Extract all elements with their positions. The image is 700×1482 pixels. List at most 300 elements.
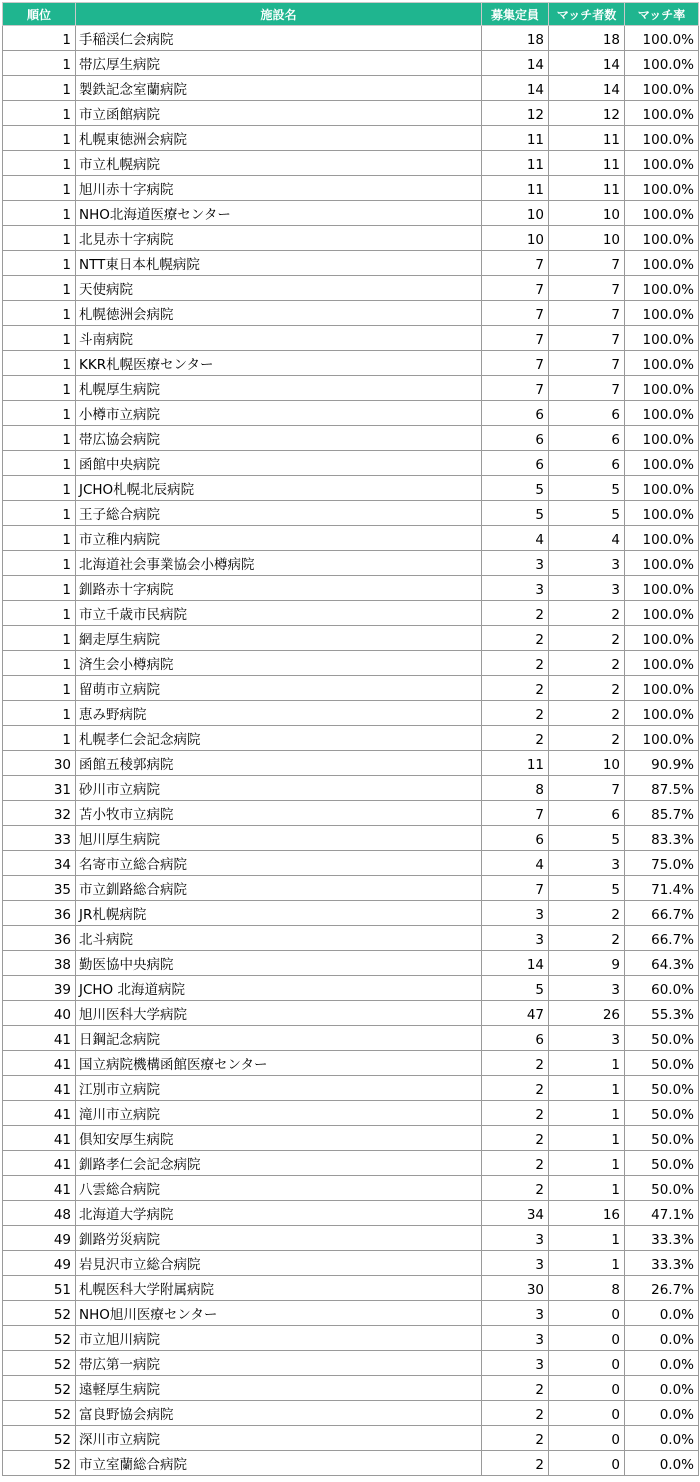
table-row [3, 376, 699, 401]
cell-facility-name: 帯広第一病院 [76, 1351, 482, 1376]
cell-rank: 38 [3, 951, 76, 976]
cell-match-rate: 100.0% [625, 401, 699, 426]
cell-matched: 7 [549, 351, 625, 376]
cell-facility-name: 市立千歳市民病院 [76, 601, 482, 626]
table-row [3, 751, 699, 776]
cell-matched: 7 [549, 301, 625, 326]
cell-rank: 36 [3, 926, 76, 951]
cell-facility-name: 函館五稜郭病院 [76, 751, 482, 776]
cell-capacity: 7 [482, 251, 549, 276]
cell-facility-name: 岩見沢市立総合病院 [76, 1251, 482, 1276]
cell-match-rate: 0.0% [625, 1326, 699, 1351]
cell-rank: 40 [3, 1001, 76, 1026]
table-row [3, 76, 699, 101]
cell-rank: 1 [3, 501, 76, 526]
cell-match-rate: 50.0% [625, 1076, 699, 1101]
table-row [3, 926, 699, 951]
cell-facility-name: 砂川市立病院 [76, 776, 482, 801]
cell-match-rate: 100.0% [625, 626, 699, 651]
cell-capacity: 6 [482, 451, 549, 476]
cell-matched: 1 [549, 1226, 625, 1251]
cell-match-rate: 100.0% [625, 51, 699, 76]
cell-match-rate: 100.0% [625, 601, 699, 626]
cell-rank: 52 [3, 1326, 76, 1351]
cell-matched: 14 [549, 51, 625, 76]
table-row [3, 951, 699, 976]
cell-match-rate: 85.7% [625, 801, 699, 826]
cell-facility-name: 王子総合病院 [76, 501, 482, 526]
cell-matched: 2 [549, 701, 625, 726]
cell-matched: 6 [549, 401, 625, 426]
cell-facility-name: 旭川赤十字病院 [76, 176, 482, 201]
cell-matched: 14 [549, 76, 625, 101]
cell-match-rate: 47.1% [625, 1201, 699, 1226]
table-row [3, 1151, 699, 1176]
cell-match-rate: 0.0% [625, 1401, 699, 1426]
cell-rank: 1 [3, 51, 76, 76]
table-row [3, 401, 699, 426]
cell-match-rate: 100.0% [625, 426, 699, 451]
table-row [3, 1176, 699, 1201]
cell-matched: 0 [549, 1426, 625, 1451]
table-row [3, 726, 699, 751]
cell-capacity: 4 [482, 526, 549, 551]
cell-rank: 1 [3, 401, 76, 426]
cell-matched: 6 [549, 451, 625, 476]
cell-capacity: 2 [482, 1151, 549, 1176]
cell-capacity: 7 [482, 301, 549, 326]
cell-matched: 0 [549, 1301, 625, 1326]
cell-facility-name: 網走厚生病院 [76, 626, 482, 651]
cell-matched: 7 [549, 376, 625, 401]
cell-rank: 52 [3, 1351, 76, 1376]
cell-capacity: 2 [482, 1426, 549, 1451]
cell-matched: 4 [549, 526, 625, 551]
table-row [3, 51, 699, 76]
table-row [3, 1451, 699, 1476]
cell-capacity: 12 [482, 101, 549, 126]
table-row [3, 1026, 699, 1051]
header-matched: マッチ者数 [549, 3, 625, 26]
cell-capacity: 2 [482, 1401, 549, 1426]
table-row [3, 701, 699, 726]
table-row [3, 151, 699, 176]
cell-matched: 10 [549, 226, 625, 251]
table-row [3, 1351, 699, 1376]
cell-match-rate: 75.0% [625, 851, 699, 876]
cell-match-rate: 64.3% [625, 951, 699, 976]
cell-facility-name: NTT東日本札幌病院 [76, 251, 482, 276]
cell-facility-name: 札幌厚生病院 [76, 376, 482, 401]
cell-capacity: 2 [482, 1051, 549, 1076]
cell-rank: 41 [3, 1076, 76, 1101]
cell-match-rate: 100.0% [625, 676, 699, 701]
cell-capacity: 7 [482, 876, 549, 901]
cell-match-rate: 100.0% [625, 276, 699, 301]
table-row [3, 1101, 699, 1126]
cell-match-rate: 100.0% [625, 101, 699, 126]
cell-capacity: 10 [482, 201, 549, 226]
cell-facility-name: 手稲渓仁会病院 [76, 26, 482, 51]
cell-rank: 1 [3, 676, 76, 701]
cell-match-rate: 100.0% [625, 76, 699, 101]
cell-facility-name: JR札幌病院 [76, 901, 482, 926]
table-row [3, 176, 699, 201]
cell-matched: 2 [549, 901, 625, 926]
table-row [3, 1201, 699, 1226]
cell-capacity: 3 [482, 1301, 549, 1326]
cell-matched: 0 [549, 1351, 625, 1376]
cell-facility-name: 市立室蘭総合病院 [76, 1451, 482, 1476]
cell-capacity: 5 [482, 501, 549, 526]
header-match-rate: マッチ率 [625, 3, 699, 26]
cell-match-rate: 90.9% [625, 751, 699, 776]
table-row [3, 426, 699, 451]
table-row [3, 26, 699, 51]
cell-capacity: 3 [482, 1326, 549, 1351]
table-row [3, 501, 699, 526]
cell-matched: 9 [549, 951, 625, 976]
table-row [3, 1126, 699, 1151]
header-row [3, 3, 699, 26]
cell-match-rate: 100.0% [625, 476, 699, 501]
cell-capacity: 3 [482, 1226, 549, 1251]
cell-match-rate: 100.0% [625, 301, 699, 326]
cell-rank: 1 [3, 26, 76, 51]
table-row [3, 676, 699, 701]
cell-facility-name: 帯広協会病院 [76, 426, 482, 451]
cell-rank: 1 [3, 176, 76, 201]
table-row [3, 226, 699, 251]
cell-matched: 2 [549, 926, 625, 951]
cell-matched: 5 [549, 501, 625, 526]
cell-facility-name: 斗南病院 [76, 326, 482, 351]
cell-matched: 7 [549, 276, 625, 301]
cell-facility-name: KKR札幌医療センター [76, 351, 482, 376]
cell-rank: 52 [3, 1451, 76, 1476]
cell-capacity: 3 [482, 1351, 549, 1376]
cell-matched: 1 [549, 1151, 625, 1176]
cell-facility-name: 名寄市立総合病院 [76, 851, 482, 876]
cell-rank: 41 [3, 1051, 76, 1076]
cell-facility-name: 市立函館病院 [76, 101, 482, 126]
cell-rank: 41 [3, 1176, 76, 1201]
cell-capacity: 11 [482, 151, 549, 176]
cell-rank: 39 [3, 976, 76, 1001]
cell-rank: 1 [3, 701, 76, 726]
cell-match-rate: 60.0% [625, 976, 699, 1001]
cell-rank: 35 [3, 876, 76, 901]
cell-rank: 31 [3, 776, 76, 801]
cell-matched: 1 [549, 1126, 625, 1151]
table-row [3, 826, 699, 851]
cell-facility-name: 市立稚内病院 [76, 526, 482, 551]
cell-rank: 1 [3, 651, 76, 676]
cell-rank: 1 [3, 76, 76, 101]
cell-match-rate: 0.0% [625, 1351, 699, 1376]
header-facility-name: 施設名 [76, 3, 482, 26]
cell-match-rate: 0.0% [625, 1301, 699, 1326]
cell-capacity: 2 [482, 1451, 549, 1476]
table-row [3, 776, 699, 801]
cell-rank: 41 [3, 1151, 76, 1176]
cell-match-rate: 33.3% [625, 1226, 699, 1251]
cell-rank: 52 [3, 1426, 76, 1451]
cell-capacity: 2 [482, 1176, 549, 1201]
cell-matched: 0 [549, 1376, 625, 1401]
cell-rank: 30 [3, 751, 76, 776]
cell-match-rate: 50.0% [625, 1176, 699, 1201]
table-row [3, 476, 699, 501]
cell-rank: 1 [3, 526, 76, 551]
cell-match-rate: 100.0% [625, 151, 699, 176]
cell-rank: 33 [3, 826, 76, 851]
cell-capacity: 11 [482, 126, 549, 151]
table-row [3, 1401, 699, 1426]
cell-matched: 11 [549, 151, 625, 176]
cell-facility-name: 富良野協会病院 [76, 1401, 482, 1426]
cell-facility-name: JCHO 北海道病院 [76, 976, 482, 1001]
cell-capacity: 2 [482, 701, 549, 726]
table-row [3, 1251, 699, 1276]
cell-capacity: 6 [482, 1026, 549, 1051]
cell-match-rate: 71.4% [625, 876, 699, 901]
cell-match-rate: 50.0% [625, 1151, 699, 1176]
table-row [3, 551, 699, 576]
cell-rank: 1 [3, 726, 76, 751]
cell-rank: 1 [3, 101, 76, 126]
table-row [3, 1301, 699, 1326]
cell-facility-name: 済生会小樽病院 [76, 651, 482, 676]
cell-capacity: 14 [482, 51, 549, 76]
table-row [3, 326, 699, 351]
cell-match-rate: 50.0% [625, 1101, 699, 1126]
cell-rank: 32 [3, 801, 76, 826]
cell-capacity: 2 [482, 726, 549, 751]
cell-capacity: 6 [482, 826, 549, 851]
cell-match-rate: 100.0% [625, 251, 699, 276]
cell-matched: 26 [549, 1001, 625, 1026]
cell-matched: 3 [549, 576, 625, 601]
cell-rank: 41 [3, 1126, 76, 1151]
cell-matched: 3 [549, 551, 625, 576]
cell-facility-name: NHO北海道医療センター [76, 201, 482, 226]
cell-capacity: 47 [482, 1001, 549, 1026]
cell-match-rate: 26.7% [625, 1276, 699, 1301]
table-row [3, 1001, 699, 1026]
table-row [3, 201, 699, 226]
table-row [3, 101, 699, 126]
cell-matched: 5 [549, 826, 625, 851]
cell-facility-name: 札幌東徳洲会病院 [76, 126, 482, 151]
cell-rank: 52 [3, 1301, 76, 1326]
cell-match-rate: 100.0% [625, 576, 699, 601]
cell-capacity: 18 [482, 26, 549, 51]
cell-capacity: 2 [482, 1076, 549, 1101]
cell-rank: 1 [3, 326, 76, 351]
cell-matched: 1 [549, 1251, 625, 1276]
matching-results-table [2, 2, 699, 1476]
cell-capacity: 14 [482, 76, 549, 101]
cell-match-rate: 100.0% [625, 26, 699, 51]
cell-matched: 2 [549, 676, 625, 701]
table-row [3, 851, 699, 876]
table-row [3, 626, 699, 651]
cell-facility-name: 勤医協中央病院 [76, 951, 482, 976]
table-body [3, 26, 699, 1476]
cell-rank: 1 [3, 626, 76, 651]
cell-matched: 2 [549, 626, 625, 651]
cell-match-rate: 100.0% [625, 201, 699, 226]
cell-capacity: 11 [482, 751, 549, 776]
cell-capacity: 3 [482, 1251, 549, 1276]
cell-matched: 7 [549, 776, 625, 801]
cell-matched: 10 [549, 751, 625, 776]
cell-capacity: 10 [482, 226, 549, 251]
cell-matched: 11 [549, 176, 625, 201]
cell-facility-name: 釧路孝仁会記念病院 [76, 1151, 482, 1176]
cell-capacity: 2 [482, 626, 549, 651]
cell-matched: 10 [549, 201, 625, 226]
cell-match-rate: 66.7% [625, 926, 699, 951]
table-row [3, 1051, 699, 1076]
cell-facility-name: 北海道大学病院 [76, 1201, 482, 1226]
cell-match-rate: 100.0% [625, 176, 699, 201]
header-rank: 順位 [3, 3, 76, 26]
cell-rank: 52 [3, 1376, 76, 1401]
cell-rank: 1 [3, 576, 76, 601]
cell-rank: 1 [3, 301, 76, 326]
cell-facility-name: 深川市立病院 [76, 1426, 482, 1451]
table-row [3, 801, 699, 826]
cell-rank: 1 [3, 226, 76, 251]
cell-matched: 7 [549, 251, 625, 276]
cell-rank: 41 [3, 1026, 76, 1051]
cell-match-rate: 0.0% [625, 1426, 699, 1451]
cell-matched: 12 [549, 101, 625, 126]
cell-facility-name: 天使病院 [76, 276, 482, 301]
cell-rank: 49 [3, 1226, 76, 1251]
cell-match-rate: 0.0% [625, 1451, 699, 1476]
cell-match-rate: 50.0% [625, 1051, 699, 1076]
table-row [3, 1326, 699, 1351]
cell-capacity: 11 [482, 176, 549, 201]
cell-match-rate: 50.0% [625, 1126, 699, 1151]
cell-facility-name: 北斗病院 [76, 926, 482, 951]
cell-capacity: 8 [482, 776, 549, 801]
header-capacity: 募集定員 [482, 3, 549, 26]
cell-capacity: 6 [482, 426, 549, 451]
table-row [3, 526, 699, 551]
cell-facility-name: 函館中央病院 [76, 451, 482, 476]
cell-rank: 41 [3, 1101, 76, 1126]
table-row [3, 1076, 699, 1101]
cell-facility-name: 札幌徳洲会病院 [76, 301, 482, 326]
cell-rank: 1 [3, 201, 76, 226]
cell-facility-name: 倶知安厚生病院 [76, 1126, 482, 1151]
cell-rank: 1 [3, 426, 76, 451]
cell-match-rate: 100.0% [625, 451, 699, 476]
table-row [3, 1276, 699, 1301]
cell-match-rate: 87.5% [625, 776, 699, 801]
table-row [3, 1426, 699, 1451]
cell-facility-name: 恵み野病院 [76, 701, 482, 726]
table-row [3, 976, 699, 1001]
cell-facility-name: 小樽市立病院 [76, 401, 482, 426]
table-row [3, 276, 699, 301]
cell-matched: 3 [549, 851, 625, 876]
cell-facility-name: 苫小牧市立病院 [76, 801, 482, 826]
cell-matched: 1 [549, 1051, 625, 1076]
cell-capacity: 5 [482, 476, 549, 501]
cell-capacity: 34 [482, 1201, 549, 1226]
cell-facility-name: 国立病院機構函館医療センター [76, 1051, 482, 1076]
cell-capacity: 14 [482, 951, 549, 976]
cell-match-rate: 0.0% [625, 1376, 699, 1401]
cell-facility-name: 市立釧路総合病院 [76, 876, 482, 901]
table-row [3, 301, 699, 326]
cell-match-rate: 33.3% [625, 1251, 699, 1276]
cell-facility-name: 帯広厚生病院 [76, 51, 482, 76]
cell-matched: 6 [549, 801, 625, 826]
cell-capacity: 3 [482, 551, 549, 576]
cell-capacity: 2 [482, 651, 549, 676]
cell-matched: 7 [549, 326, 625, 351]
cell-facility-name: 遠軽厚生病院 [76, 1376, 482, 1401]
cell-capacity: 4 [482, 851, 549, 876]
cell-match-rate: 100.0% [625, 726, 699, 751]
cell-capacity: 2 [482, 676, 549, 701]
table-row [3, 1226, 699, 1251]
cell-rank: 36 [3, 901, 76, 926]
cell-rank: 1 [3, 251, 76, 276]
cell-rank: 1 [3, 351, 76, 376]
cell-match-rate: 100.0% [625, 501, 699, 526]
cell-rank: 1 [3, 151, 76, 176]
table-row [3, 451, 699, 476]
cell-match-rate: 100.0% [625, 126, 699, 151]
table-row [3, 901, 699, 926]
cell-facility-name: 滝川市立病院 [76, 1101, 482, 1126]
cell-capacity: 3 [482, 576, 549, 601]
cell-facility-name: 江別市立病院 [76, 1076, 482, 1101]
cell-rank: 34 [3, 851, 76, 876]
cell-capacity: 7 [482, 801, 549, 826]
cell-matched: 18 [549, 26, 625, 51]
cell-capacity: 5 [482, 976, 549, 1001]
cell-rank: 52 [3, 1401, 76, 1426]
cell-capacity: 7 [482, 351, 549, 376]
cell-matched: 11 [549, 126, 625, 151]
cell-matched: 2 [549, 651, 625, 676]
cell-match-rate: 50.0% [625, 1026, 699, 1051]
cell-matched: 6 [549, 426, 625, 451]
cell-matched: 2 [549, 726, 625, 751]
cell-capacity: 7 [482, 276, 549, 301]
cell-matched: 2 [549, 601, 625, 626]
cell-rank: 1 [3, 601, 76, 626]
cell-rank: 1 [3, 551, 76, 576]
cell-capacity: 7 [482, 326, 549, 351]
cell-capacity: 2 [482, 1101, 549, 1126]
cell-facility-name: 札幌医科大学附属病院 [76, 1276, 482, 1301]
cell-rank: 49 [3, 1251, 76, 1276]
cell-matched: 0 [549, 1451, 625, 1476]
cell-facility-name: 旭川厚生病院 [76, 826, 482, 851]
cell-facility-name: 留萌市立病院 [76, 676, 482, 701]
cell-match-rate: 83.3% [625, 826, 699, 851]
cell-facility-name: 八雲総合病院 [76, 1176, 482, 1201]
